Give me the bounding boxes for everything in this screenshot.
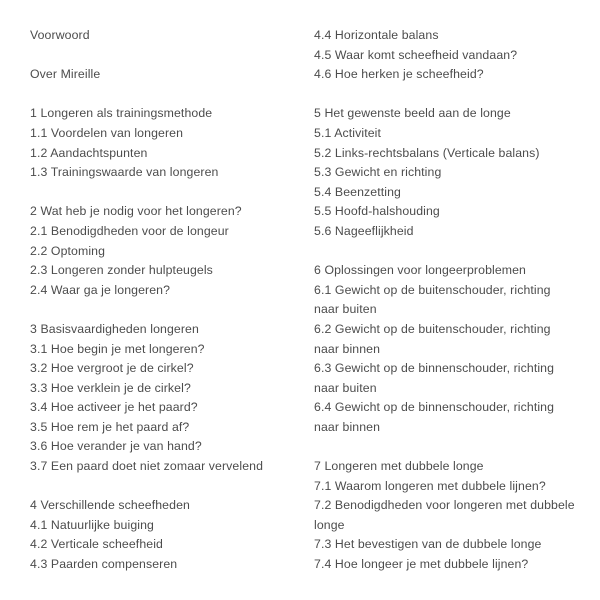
toc-left-entry[interactable]: 1.3 Trainingswaarde van longeren — [30, 165, 219, 180]
toc-right-entry[interactable]: 5.3 Gewicht en richting — [314, 165, 442, 180]
toc-left-entry[interactable]: 3.7 Een paard doet niet zomaar vervelend — [30, 459, 264, 474]
toc-right-entry[interactable]: 6.3 Gewicht op de binnenschouder, richting naar buiten — [314, 361, 558, 395]
toc-right-entry[interactable]: 5.1 Activiteit — [314, 125, 382, 140]
toc-left-entry[interactable]: 2.1 Benodigdheden voor de longeur — [30, 223, 229, 238]
toc-right-column — [314, 26, 579, 590]
toc-left-entry[interactable]: 4 Verschillende scheefheden — [30, 498, 190, 513]
toc-right-entry[interactable]: 7.2 Benodigdheden voor longeren met dubbele longe — [314, 498, 579, 532]
toc-right-entry[interactable]: 7 Longeren met dubbele longe — [314, 459, 484, 474]
toc-left-entry[interactable]: 4.1 Natuurlijke buiging — [30, 517, 154, 532]
toc-left-entry[interactable]: 1.2 Aandachtspunten — [30, 145, 148, 160]
toc-right-entry[interactable]: 7.1 Waarom longeren met dubbele lijnen? — [314, 478, 546, 493]
toc-right-entry[interactable]: 4.4 Horizontale balans — [314, 28, 439, 42]
toc-right-entry[interactable]: 7.4 Hoe longeer je met dubbele lijnen? — [314, 557, 529, 572]
toc-right-entry[interactable]: 6.1 Gewicht op de buitenschouder, richting naar buiten — [314, 282, 555, 317]
toc-right-entry[interactable]: 5 Het gewenste beeld aan de longe — [314, 106, 511, 121]
toc-right-entry[interactable]: 5.2 Links-rechtsbalans (Verticale balans) — [314, 145, 540, 160]
toc-left-entry[interactable]: 3.2 Hoe vergroot je de cirkel? — [30, 361, 194, 376]
toc-left-entry[interactable]: 2 Wat heb je nodig voor het longeren? — [30, 204, 242, 219]
toc-left-entry[interactable]: 2.3 Longeren zonder hulpteugels — [30, 263, 213, 278]
toc-left-entry[interactable]: 3.3 Hoe verklein je de cirkel? — [30, 380, 191, 395]
toc-right-entry[interactable]: 4.6 Hoe herken je scheefheid? — [314, 67, 484, 82]
toc-left-entry[interactable]: 3.6 Hoe verander je van hand? — [30, 439, 202, 454]
toc-right-entry[interactable]: 6.2 Gewicht op de buitenschouder, richting naar binnen — [314, 321, 555, 356]
toc-left-entry[interactable]: 3.5 Hoe rem je het paard af? — [30, 419, 190, 434]
toc-left-entry[interactable]: 4.3 Paarden compenseren — [30, 557, 178, 572]
toc-left-entry[interactable]: 4.2 Verticale scheefheid — [30, 537, 163, 552]
toc-left-entry[interactable]: 1 Longeren als trainingsmethode — [30, 106, 213, 121]
toc-left-entry[interactable]: 3.4 Hoe activeer je het paard? — [30, 400, 198, 415]
toc-right-entry[interactable]: 7.3 Het bevestigen van de dubbele longe — [314, 537, 542, 552]
toc-left-entry[interactable]: 1.1 Voordelen van longeren — [30, 125, 184, 140]
toc-left-entry[interactable]: 3.1 Hoe begin je met longeren? — [30, 341, 205, 356]
toc-right-entry[interactable]: 6.4 Gewicht op de binnenschouder, richting naar binnen — [314, 400, 558, 434]
toc-right-entry[interactable]: 5.5 Hoofd-halshouding — [314, 204, 440, 219]
toc-left-entry[interactable]: Voorwoord — [30, 28, 90, 42]
toc-left-entry[interactable]: 3 Basisvaardigheden longeren — [30, 321, 199, 336]
toc-right-entry[interactable]: 5.6 Nageeflijkheid — [314, 223, 414, 238]
toc-left-entry[interactable]: 2.4 Waar ga je longeren? — [30, 282, 171, 297]
toc-right-entry[interactable]: 4.5 Waar komt scheefheid vandaan? — [314, 47, 518, 62]
toc-right-entry[interactable]: 5.4 Beenzetting — [314, 184, 401, 199]
toc-left-entry[interactable]: Over Mireille — [30, 67, 101, 82]
toc-right-entry[interactable]: 6 Oplossingen voor longeerproblemen — [314, 263, 526, 278]
toc-left-entry[interactable]: 2.2 Optoming — [30, 243, 106, 258]
toc-left-column — [30, 26, 292, 590]
